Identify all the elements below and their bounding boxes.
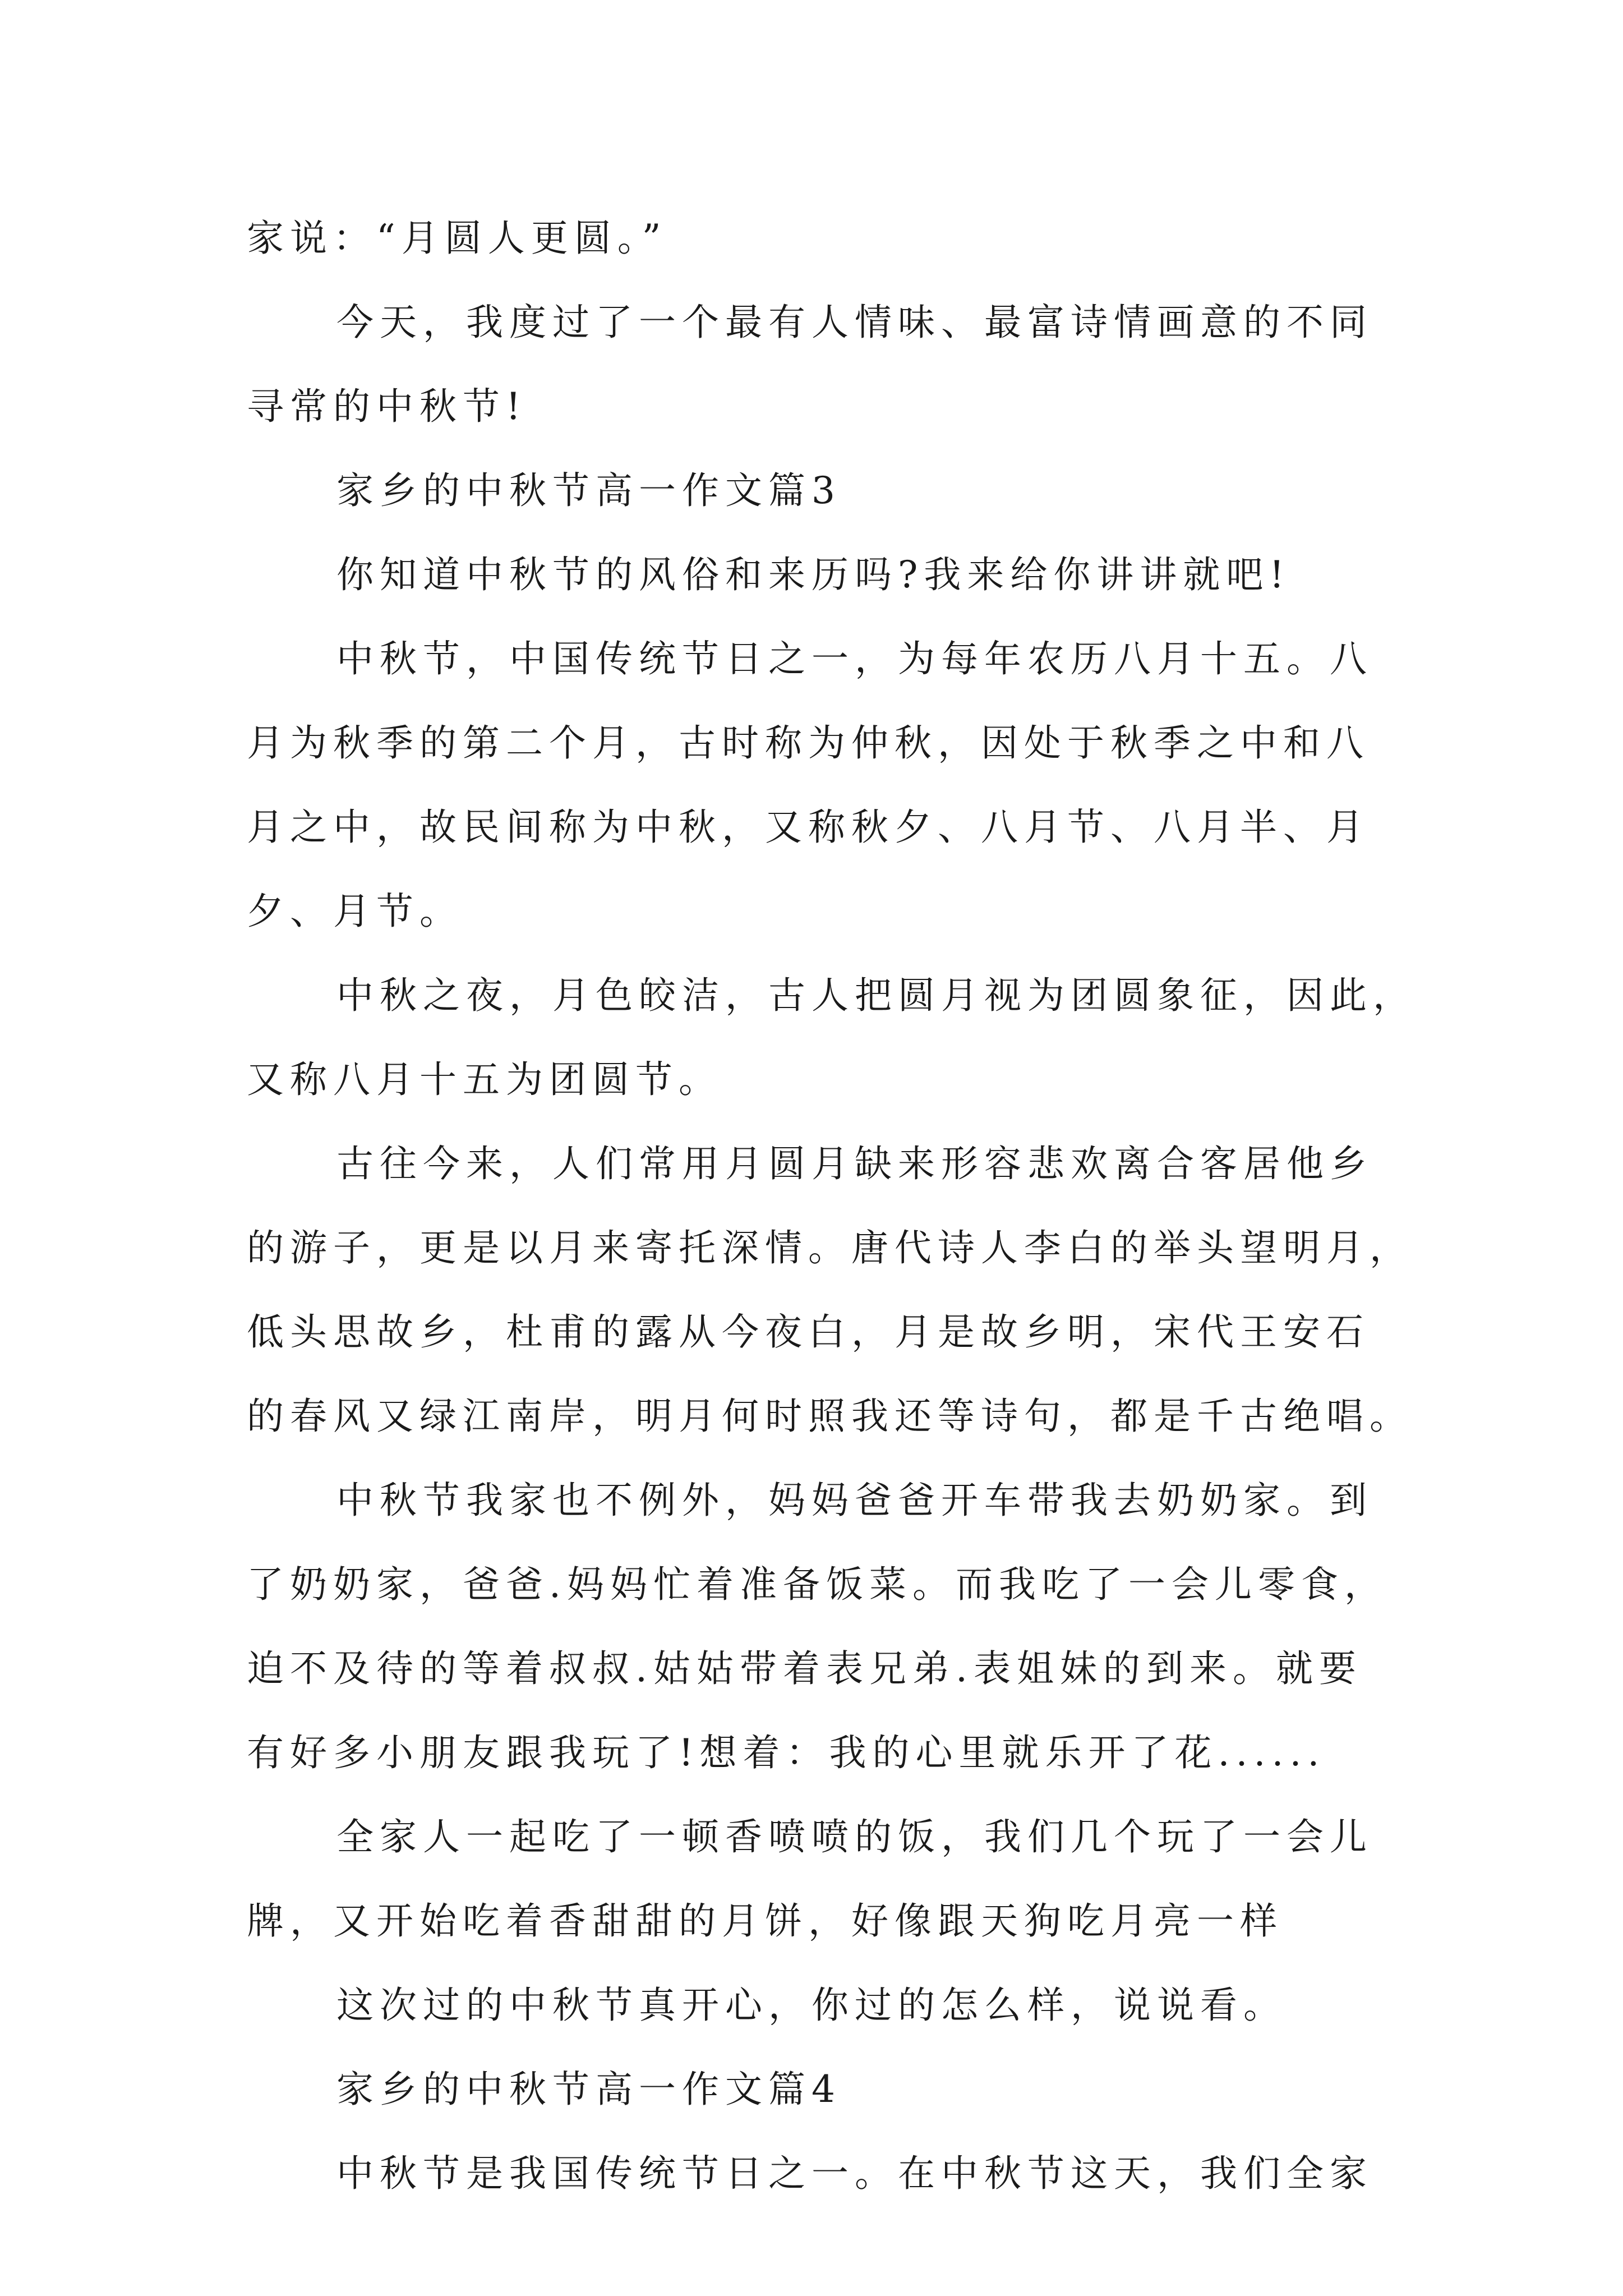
section-heading: 家乡的中秋节高一作文篇4 [336,2068,841,2111]
section-heading: 家乡的中秋节高一作文篇3 [336,469,841,512]
text-line: 今天，我度过了一个最有人情味、最富诗情画意的不同 [336,301,1373,344]
text-line: 古往今来，人们常用月圆月缺来形容悲欢离合客居他乡 [336,1142,1373,1185]
text-line: 你知道中秋节的风俗和来历吗?我来给你讲讲就吧! [336,553,1290,596]
text-line: 家说：“月圆人更圆。” [247,217,667,260]
text-line: 中秋节是我国传统节日之一。在中秋节这天，我们全家 [336,2152,1373,2195]
text-line: 中秋节，中国传统节日之一，为每年农历八月十五。八 [336,637,1373,680]
text-line: 月为秋季的第二个月，古时称为仲秋，因处于秋季之中和八 [247,721,1370,765]
text-line: 寻常的中秋节! [247,385,527,428]
text-line: 的春风又绿江南岸，明月何时照我还等诗句，都是千古绝唱。 [247,1395,1413,1438]
text-line: 夕、月节。 [247,890,463,933]
text-line: 低头思故乡，杜甫的露从今夜白，月是故乡明，宋代王安石 [247,1310,1370,1354]
text-line: 又称八月十五为团圆节。 [247,1058,722,1101]
text-line: 的游子，更是以月来寄托深情。唐代诗人李白的举头望明月， [247,1226,1413,1269]
text-line: 这次过的中秋节真开心，你过的怎么样，说说看。 [336,1984,1287,2027]
text-line: 月之中，故民间称为中秋，又称秋夕、八月节、八月半、月 [247,806,1370,849]
text-line: 中秋节我家也不例外，妈妈爸爸开车带我去奶奶家。到 [336,1479,1373,1522]
text-line: 有好多小朋友跟我玩了!想着：我的心里就乐开了花...... [247,1731,1326,1774]
text-line: 牌，又开始吃着香甜甜的月饼，好像跟天狗吃月亮一样 [247,1899,1283,1943]
text-line: 迫不及待的等着叔叔.姑姑带着表兄弟.表姐妹的到来。就要 [247,1647,1362,1690]
text-line: 全家人一起吃了一顿香喷喷的饭，我们几个玩了一会儿 [336,1815,1373,1858]
text-line: 了奶奶家，爸爸.妈妈忙着准备饭菜。而我吃了一会儿零食， [247,1563,1387,1606]
text-line: 中秋之夜，月色皎洁，古人把圆月视为团圆象征，因此， [336,974,1416,1017]
